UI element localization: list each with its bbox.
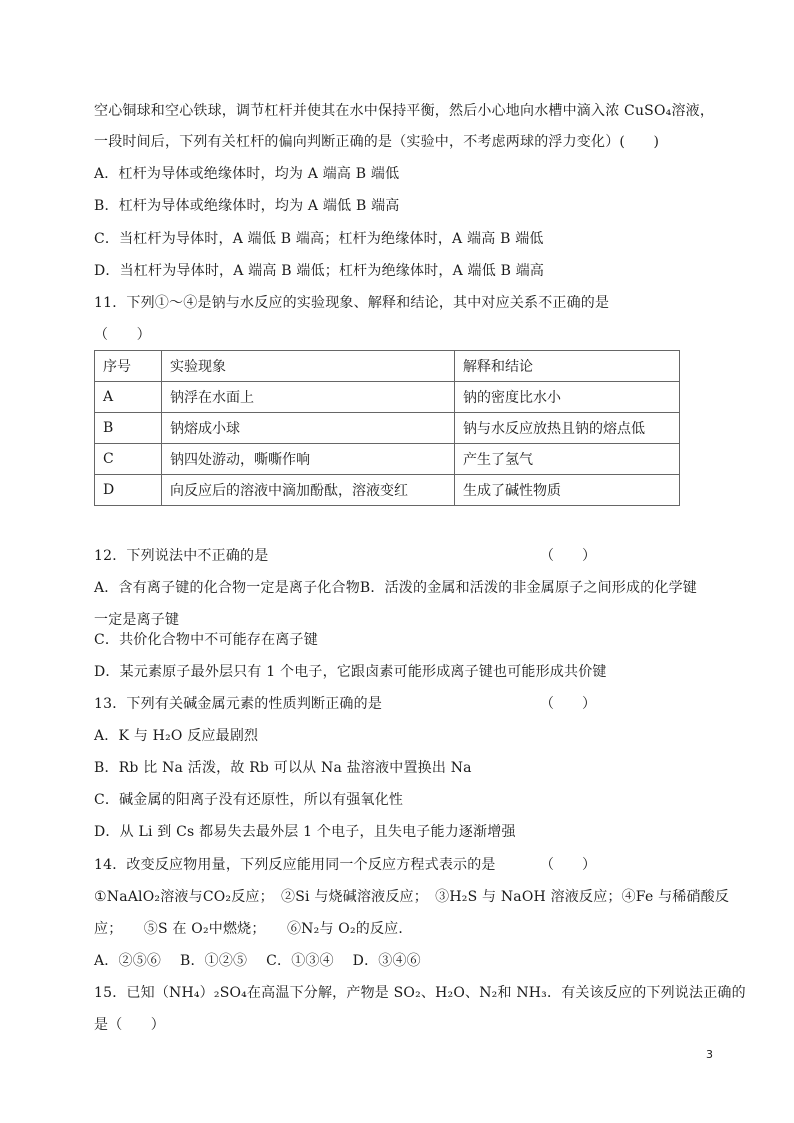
page-number: 3 xyxy=(706,1048,713,1061)
table-cell: 钠浮在水面上 xyxy=(162,382,455,413)
table-cell: 生成了碱性物质 xyxy=(455,475,680,506)
table-header-cell: 解释和结论 xyxy=(455,351,680,382)
table-cell: 钠熔成小球 xyxy=(162,413,455,444)
q10-stem-line-2: 一段时间后，下列有关杠杆的偏向判断正确的是（实验中，不考虑两球的浮力变化）( ) xyxy=(94,134,660,150)
q12-option-d: D．某元素原子最外层只有 1 个电子，它跟卤素可能形成离子键也可能形成共价键 xyxy=(94,664,607,680)
q15-stem-line-1: 15．已知（NH₄）₂SO₄在高温下分解，产物是 SO₂、H₂O、N₂和 NH₃．有关该反应的下列说法正确的 xyxy=(94,985,746,1001)
table-row xyxy=(95,444,680,475)
q12-stem: 12．下列说法中不正确的是 xyxy=(94,548,269,564)
q10-option-b: B．杠杆为导体或绝缘体时，均为 A 端低 B 端高 xyxy=(94,198,400,214)
table-cell: 产生了氢气 xyxy=(455,444,680,475)
q15-stem-line-2: 是（ ） xyxy=(94,1017,165,1033)
q14-items-line-2: 应； ⑤S 在 O₂中燃烧； ⑥N₂与 O₂的反应． xyxy=(94,921,413,937)
table-cell: A xyxy=(95,382,162,413)
q13-stem: 13．下列有关碱金属元素的性质判断正确的是 xyxy=(94,696,383,712)
q12-answer-paren: （ ） xyxy=(540,548,596,564)
q12-option-c: C．共价化合物中不可能存在离子键 xyxy=(94,632,318,648)
q14-options: A．②⑤⑥ B．①②⑤ C．①③④ D．③④⑥ xyxy=(94,953,421,969)
q10-option-d: D．当杠杆为导体时，A 端高 B 端低；杠杆为绝缘体时，A 端低 B 端高 xyxy=(94,263,545,279)
table-cell: 向反应后的溶液中滴加酚酞，溶液变红 xyxy=(162,475,455,506)
q13-option-c: C．碱金属的阳离子没有还原性，所以有强氧化性 xyxy=(94,792,404,808)
table-row xyxy=(95,382,680,413)
q12-option-a-b: A．含有离子键的化合物一定是离子化合物B．活泼的金属和活泼的非金属原子之间形成的化学键一定是离子键 xyxy=(94,580,697,628)
table-cell: B xyxy=(95,413,162,444)
table-header-row xyxy=(95,351,680,382)
table-row xyxy=(95,413,680,444)
q13-option-d: D．从 Li 到 Cs 都易失去最外层 1 个电子，且失电子能力逐渐增强 xyxy=(94,824,516,840)
q11-stem: 11．下列①～④是钠与水反应的实验现象、解释和结论，其中对应关系不正确的是 xyxy=(94,295,610,311)
table-cell: 钠的密度比水小 xyxy=(455,382,680,413)
table-cell: 钠与水反应放热且钠的熔点低 xyxy=(455,413,680,444)
table-header-cell: 序号 xyxy=(95,351,162,382)
q14-items-line-1: ①NaAlO₂溶液与CO₂反应； ②Si 与烧碱溶液反应； ③H₂S 与 NaOH 溶液反应；④Fe 与稀硝酸反 xyxy=(94,889,730,905)
q14-stem: 14．改变反应物用量，下列反应能用同一个反应方程式表示的是 xyxy=(94,857,496,873)
q13-option-a: A．K 与 H₂O 反应最剧烈 xyxy=(94,728,259,744)
q11-answer-paren: （ ） xyxy=(94,327,151,343)
table-cell: C xyxy=(95,444,162,475)
q13-option-b: B．Rb 比 Na 活泼，故 Rb 可以从 Na 盐溶液中置换出 Na xyxy=(94,760,472,776)
q10-option-a: A．杠杆为导体或绝缘体时，均为 A 端高 B 端低 xyxy=(94,166,400,182)
table-cell: D xyxy=(95,475,162,506)
table-cell: 钠四处游动，嘶嘶作响 xyxy=(162,444,455,475)
q14-answer-paren: （ ） xyxy=(540,857,596,873)
table-row xyxy=(95,475,680,506)
q11-table xyxy=(94,350,680,506)
q10-option-c: C．当杠杆为导体时，A 端低 B 端高；杠杆为绝缘体时，A 端高 B 端低 xyxy=(94,231,544,247)
q10-stem-line-1: 空心铜球和空心铁球，调节杠杆并使其在水中保持平衡，然后小心地向水槽中滴入浓 CuSO₄溶液， xyxy=(94,103,715,119)
table-header-cell: 实验现象 xyxy=(162,351,455,382)
q13-answer-paren: （ ） xyxy=(540,696,596,712)
